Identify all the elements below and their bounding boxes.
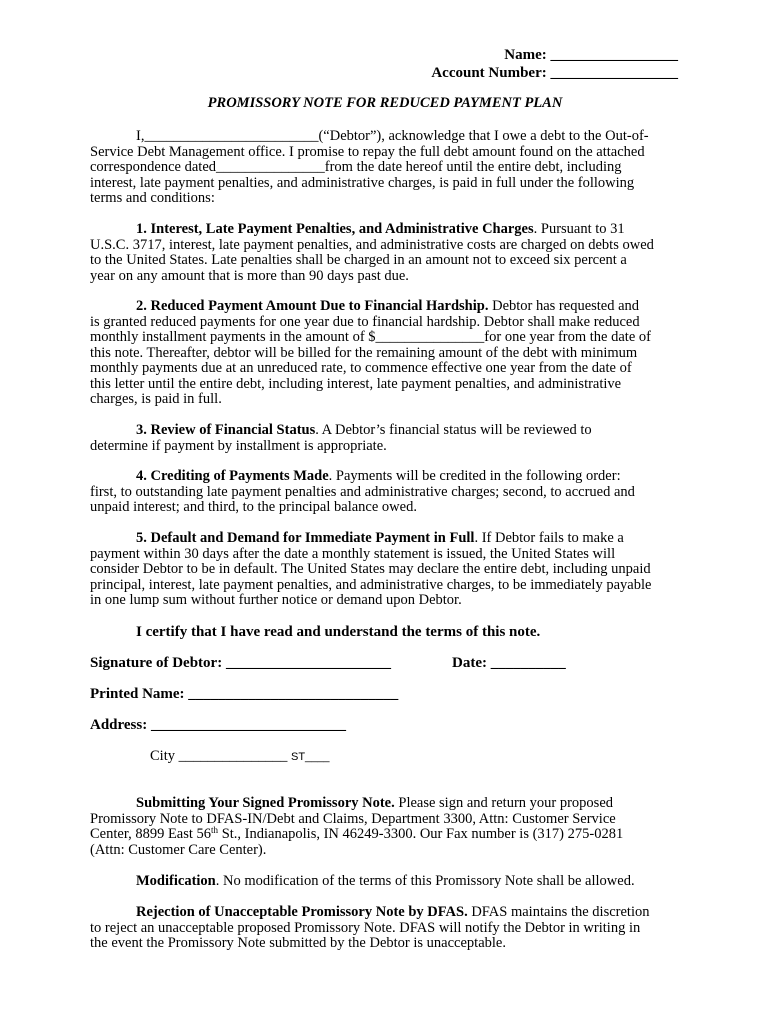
section-line: first, to outstanding late payment penalties and administrative charges; second, to accrued and (90, 483, 635, 500)
address-text: Center, 8899 East 56 (90, 826, 212, 842)
section-heading: 1. Interest, Late Payment Penalties, and Administrative Charges (136, 221, 534, 237)
section-line: payment within 30 days after the date a monthly statement is issued, the United States will (90, 545, 616, 562)
section-line: this note. Thereafter, debtor will be billed for the remaining amount of the debt with minimum (90, 344, 638, 361)
section-line (90, 222, 682, 238)
section-line (90, 905, 682, 921)
section-heading: Modification (136, 873, 216, 889)
section-line (90, 531, 682, 547)
section-line: in one lump sum without further notice or demand upon Debtor. (90, 592, 462, 608)
intro-line: I,________________________(“Debtor”), acknowledge that I owe a debt to the Out-of- (136, 128, 649, 144)
section-text: . Payments will be credited in the following order: (328, 468, 621, 484)
document-title: PROMISSORY NOTE FOR REDUCED PAYMENT PLAN (207, 95, 563, 111)
section-line: to the United States. Late penalties shall be charged in an amount not to exceed six percent a (90, 252, 627, 268)
printed-name-field[interactable]: Printed Name: ____________________________ (90, 686, 399, 702)
section-1-interest (90, 222, 682, 284)
section-line: is granted reduced payments for one year due to financial hardship. Debtor shall make reduced (90, 313, 640, 330)
section-3-financial-status (90, 423, 682, 454)
section-heading: 2. Reduced Payment Amount Due to Financial Hardship. (136, 298, 489, 314)
section-line (90, 827, 682, 843)
city-state-line (150, 749, 330, 766)
section-line: this letter until the entire debt, including interest, late payment penalties, and administrative (90, 375, 622, 392)
section-text: Debtor has requested and (488, 298, 640, 314)
date-field[interactable]: Date: __________ (452, 655, 566, 671)
signature-field[interactable]: Signature of Debtor: ______________________ (90, 655, 391, 671)
section-text: . Pursuant to 31 (533, 221, 625, 237)
intro-paragraph (90, 129, 682, 207)
section-line: monthly payments due at an unreduced rate, to commence effective one year from the date of (90, 360, 632, 376)
address-field[interactable]: Address: __________________________ (90, 717, 346, 733)
section-2-reduced-payment (90, 299, 682, 408)
section-line (90, 874, 682, 890)
section-text: . If Debtor fails to make a (474, 530, 624, 546)
section-line: Promissory Note to DFAS-IN/Debt and Claims, Department 3300, Attn: Customer Service (90, 810, 616, 827)
section-text: DFAS maintains the discretion (467, 904, 650, 920)
section-text: Please sign and return your proposed (394, 795, 614, 811)
section-line (90, 796, 682, 812)
name-field-label: Name: _________________ (504, 47, 678, 63)
section-5-default (90, 531, 682, 609)
section-line: unpaid interest; and third, to the principal balance owed. (90, 499, 417, 515)
section-heading: 5. Default and Demand for Immediate Payment in Full (136, 530, 475, 546)
section-line: to reject an unacceptable proposed Promissory Note. DFAS will notify the Debtor in writing in (90, 919, 641, 936)
section-heading: Rejection of Unacceptable Promissory Note by DFAS. (136, 904, 468, 920)
section-line: the event the Promissory Note submitted by the Debtor is unacceptable. (90, 935, 506, 951)
intro-line: interest, late payment penalties, and administrative charges, is paid in full under the following (90, 174, 635, 191)
section-line (90, 469, 682, 485)
section-heading: Submitting Your Signed Promissory Note. (136, 795, 395, 811)
certification-statement: I certify that I have read and understand the terms of this note. (136, 624, 541, 640)
rejection-paragraph (90, 905, 682, 952)
section-heading: 3. Review of Financial Status (136, 422, 316, 438)
section-line: year on any amount that is more than 90 days past due. (90, 267, 409, 284)
section-line: principal, interest, late payment penalties, and administrative charges, to be immediately payable (90, 576, 652, 593)
modification-paragraph (90, 874, 682, 890)
section-line: U.S.C. 3717, interest, late payment penalties, and administrative costs are charged on debts owed (90, 236, 654, 253)
ordinal-suffix: th (211, 825, 219, 835)
intro-line: correspondence dated_______________from the date hereof until the entire debt, including (90, 159, 622, 175)
section-4-crediting (90, 469, 682, 516)
state-field[interactable]: ST____ (290, 751, 330, 763)
section-line: consider Debtor to be in default. The United States may declare the entire debt, including unpaid (90, 561, 651, 577)
city-field[interactable]: City _______________ (150, 748, 291, 764)
section-text: . No modification of the terms of this Promissory Note shall be allowed. (215, 873, 635, 889)
section-line: monthly installment payments in the amount of $_______________for one year from the date of (90, 329, 651, 345)
section-line: charges, is paid in full. (90, 391, 222, 407)
section-line (90, 299, 682, 315)
submitting-paragraph (90, 796, 682, 858)
intro-line: terms and conditions: (90, 190, 215, 206)
section-line: determine if payment by installment is appropriate. (90, 437, 387, 454)
account-number-field-label: Account Number: _________________ (431, 65, 678, 81)
intro-line: Service Debt Management office. I promise to repay the full debt amount found on the attached (90, 143, 645, 160)
address-text: St., Indianapolis, IN 46249-3300. Our Fax number is (317) 275-0281 (218, 826, 624, 842)
section-text: . A Debtor’s financial status will be reviewed to (315, 422, 592, 438)
section-line: (Attn: Customer Care Center). (90, 841, 267, 858)
section-line (90, 423, 682, 439)
section-heading: 4. Crediting of Payments Made (136, 468, 329, 484)
